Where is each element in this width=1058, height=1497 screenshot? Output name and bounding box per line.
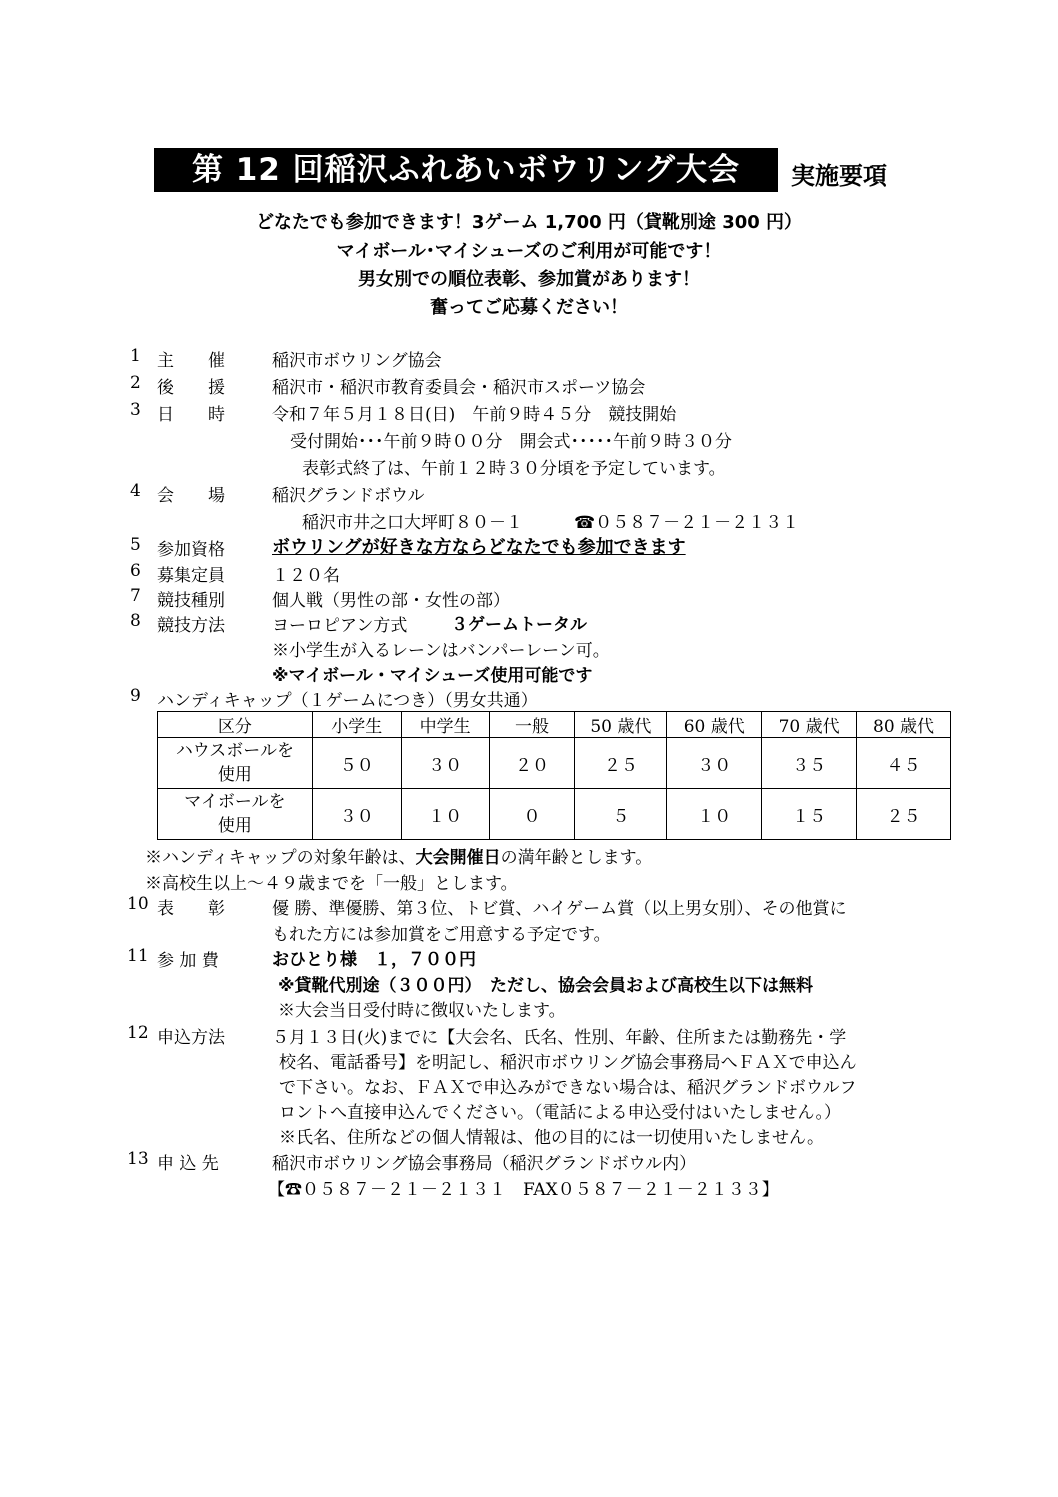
handicap-note-age — [145, 843, 652, 868]
item-label-handicap: ハンディキャップ（１ゲームにつき）（男女共通） — [157, 691, 538, 711]
fee-note-collection: ※大会当日受付時に徴収いたします。 — [278, 1001, 566, 1021]
item-label-apply: 申込方法 — [157, 1028, 225, 1048]
contact-office: 稲沢市ボウリング協会事務局（稲沢グランドボウル内） — [272, 1154, 697, 1174]
apply-line-4: ロントへ直接申込んでください。（電話による申込受付はいたしません。） — [279, 1103, 842, 1123]
item-label-venue: 会 場 — [157, 486, 225, 506]
table-cell: ２０ — [489, 738, 575, 789]
fee-value: おひとり様 １，７００円 — [272, 950, 476, 970]
table-row — [158, 738, 951, 789]
eligibility-value: ボウリングが好きな方ならどなたでも参加できます — [272, 537, 686, 558]
item-number: 1 — [130, 346, 141, 366]
table-header: 80 歳代 — [857, 712, 951, 738]
item-label-host: 主 催 — [157, 351, 225, 371]
support-value: 稲沢市・稲沢市教育委員会・稲沢市スポーツ協会 — [272, 378, 646, 398]
item-label-fee: 参 加 費 — [157, 951, 219, 971]
page-subtitle: 実施要項 — [791, 162, 887, 190]
item-label-eligibility: 参加資格 — [157, 540, 225, 560]
intro-line-3: 男女別での順位表彰、参加賞があります！ — [358, 269, 700, 290]
category-line: ハウスボールを — [175, 741, 294, 761]
date-award-end: 表彰式終了は、午前１２時３０分頃を予定しています。 — [302, 459, 726, 479]
table-header: 中学生 — [401, 712, 489, 738]
method-note-bumper: ※小学生が入るレーンはバンパーレーン可。 — [272, 641, 610, 661]
table-header: 一般 — [489, 712, 575, 738]
table-cell: １５ — [762, 789, 857, 840]
item-label-category: 競技種別 — [157, 591, 225, 611]
category-line: 使用 — [217, 765, 252, 785]
item-number: 3 — [130, 400, 141, 420]
table-cell: ４５ — [857, 738, 951, 789]
fee-note-shoes: ※貸靴代別途（３００円） ただし、協会会員および高校生以下は無料 — [278, 976, 814, 996]
category-line: マイボールを — [184, 792, 286, 812]
apply-line-3: で下さい。なお、ＦＡＸで申込みができない場合は、稲沢グランドボウルフ — [279, 1078, 857, 1098]
item-number: 12 — [127, 1023, 149, 1043]
handicap-table — [157, 711, 951, 840]
table-cell: １０ — [401, 789, 489, 840]
method-value: ヨーロピアン方式 — [272, 616, 408, 636]
item-number: 2 — [130, 373, 141, 393]
method-value-bold: ３ゲームトータル — [451, 615, 587, 635]
category-line: 使用 — [217, 816, 252, 836]
table-cell: ２５ — [857, 789, 951, 840]
table-row-category — [158, 789, 313, 840]
apply-line-1: ５月１３日(火)までに【大会名、氏名、性別、年齢、住所または勤務先・学 — [272, 1028, 847, 1048]
item-label-awards: 表 彰 — [157, 899, 225, 919]
apply-line-2: 校名、電話番号】を明記し、稲沢市ボウリング協会事務局へＦＡＸで申込ん — [279, 1053, 857, 1073]
venue-address: 稲沢市井之口大坪町８０－１ — [302, 513, 523, 533]
contact-phone-fax: 【☎０５８７－２１－２１３１ FAX０５８７－２１－２１３３】 — [268, 1180, 779, 1200]
item-number: 5 — [130, 535, 141, 555]
note-text: の満年齢とします。 — [500, 848, 653, 868]
apply-line-5: ※氏名、住所などの個人情報は、他の目的には一切使用いたしません。 — [279, 1128, 825, 1148]
table-cell: ５ — [575, 789, 667, 840]
table-row-category — [158, 738, 313, 789]
item-number: 9 — [130, 686, 141, 706]
table-cell: ３０ — [667, 738, 762, 789]
table-header: 70 歳代 — [762, 712, 857, 738]
date-reception: 受付開始･･･午前９時００分 開会式･････午前９時３０分 — [290, 432, 732, 452]
table-cell: ２５ — [575, 738, 667, 789]
table-cell: ３０ — [401, 738, 489, 789]
table-header: 小学生 — [312, 712, 401, 738]
table-header: 60 歳代 — [667, 712, 762, 738]
table-cell: １０ — [667, 789, 762, 840]
handicap-note-general: ※高校生以上～４９歳までを「一般」とします。 — [145, 874, 518, 894]
venue-tel: ☎０５８７－２１－２１３１ — [574, 513, 800, 533]
table-cell: ０ — [489, 789, 575, 840]
venue-name: 稲沢グランドボウル — [272, 486, 425, 506]
item-number: 4 — [130, 481, 141, 501]
item-number: 6 — [130, 561, 141, 581]
table-header: 区分 — [158, 712, 313, 738]
intro-line-1: どなたでも参加できます！3ゲーム 1,700 円（貸靴別途 300 円） — [255, 212, 803, 233]
table-header-row — [158, 712, 951, 738]
table-cell: ５０ — [312, 738, 401, 789]
table-cell: ３０ — [312, 789, 401, 840]
note-text: ※ハンディキャップの対象年齢は、 — [145, 848, 416, 868]
item-label-method: 競技方法 — [157, 616, 225, 636]
intro-line-2: マイボール･マイシューズのご利用が可能です！ — [336, 241, 722, 262]
item-label-date: 日 時 — [157, 405, 225, 425]
capacity-value: １２０名 — [272, 566, 340, 586]
awards-value: 優 勝、準優勝、第３位、トビ賞、ハイゲーム賞（以上男女別）、その他賞に — [272, 899, 847, 919]
host-value: 稲沢市ボウリング協会 — [272, 351, 442, 371]
table-cell: ３５ — [762, 738, 857, 789]
item-number: 8 — [130, 611, 141, 631]
table-row — [158, 789, 951, 840]
item-number: 11 — [127, 946, 149, 966]
item-label-support: 後 援 — [157, 378, 225, 398]
item-label-contact: 申 込 先 — [157, 1154, 219, 1174]
item-number: 7 — [130, 586, 141, 606]
intro-line-4: 奮ってご応募ください！ — [430, 297, 628, 318]
awards-value-line2: もれた方には参加賞をご用意する予定です。 — [272, 925, 611, 945]
item-number: 13 — [127, 1149, 149, 1169]
item-label-capacity: 募集定員 — [157, 566, 225, 586]
page-title: 第 12 回稲沢ふれあいボウリング大会 — [154, 148, 778, 192]
item-number: 10 — [127, 894, 149, 914]
table-header: 50 歳代 — [575, 712, 667, 738]
category-value: 個人戦（男性の部・女性の部） — [272, 591, 510, 611]
date-value: 令和７年５月１８日(日) 午前９時４５分 競技開始 — [272, 405, 677, 425]
method-note-myball: ※マイボール・マイシューズ使用可能です — [272, 666, 593, 686]
note-bold-text: 大会開催日 — [415, 848, 501, 868]
